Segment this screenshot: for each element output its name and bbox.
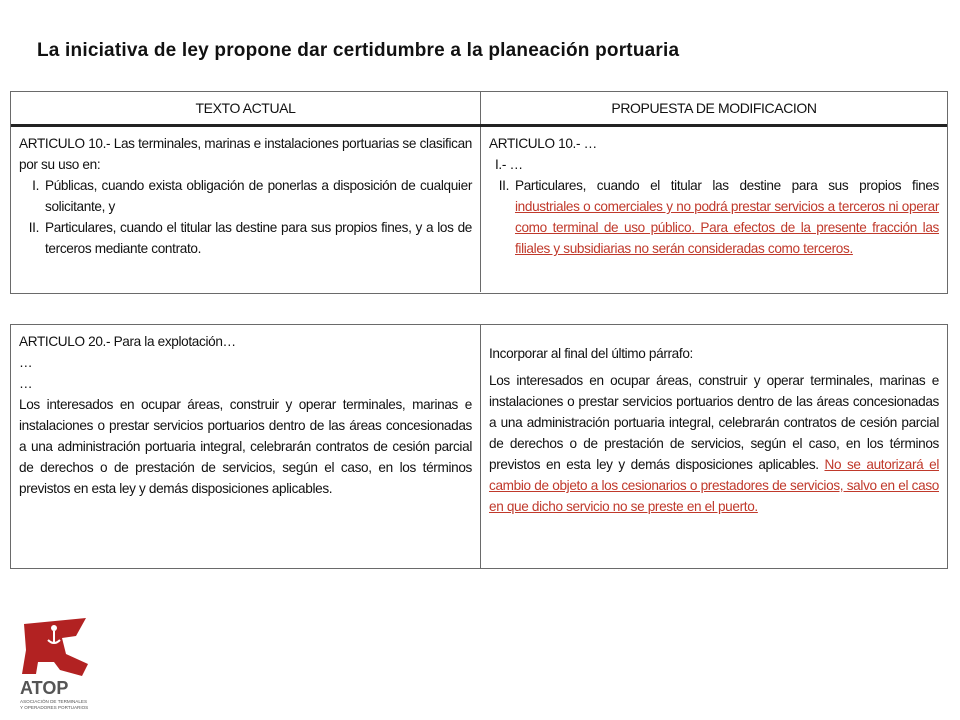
current-text-cell — [11, 127, 481, 292]
table-row — [11, 325, 947, 568]
header-proposed-modification: PROPUESTA DE MODIFICACION — [611, 100, 817, 116]
ellipsis: … — [19, 355, 33, 370]
added-text: industriales o comerciales y no podrá prestar servicios a terceros ni operar como terminal de uso público. Para efectos de la presente fracción las filiales y subsidiarias no serán consideradas como terceros. — [515, 199, 939, 256]
article-20-proposed-body — [489, 370, 939, 517]
item-text: Particulares, cuando el titular las destine para sus propios fines, y a los de terceros mediante contrato. — [45, 220, 472, 256]
current-text-cell — [11, 325, 481, 568]
atop-logo — [16, 614, 96, 714]
proposed-text-cell — [481, 325, 947, 568]
article-10-comparison-table — [10, 91, 948, 294]
logo-subtitle-1: ASOCIACIÓN DE TERMINALES — [20, 699, 88, 704]
article-10-proposed-intro: ARTICULO 10.- … — [489, 136, 597, 151]
proposed-text-cell — [481, 127, 947, 292]
table-header — [11, 92, 947, 127]
item-number: II. — [28, 220, 39, 235]
item-text — [515, 175, 939, 259]
list-item — [19, 217, 472, 259]
page-title: La iniciativa de ley propone dar certidumbre a la planeación portuaria — [37, 40, 680, 61]
ellipsis: … — [19, 376, 33, 391]
header-current-text: TEXTO ACTUAL — [11, 92, 481, 124]
item-number: I.- … — [495, 157, 523, 172]
article-20-intro: ARTICULO 20.- Para la explotación… — [19, 334, 236, 349]
table-row — [11, 127, 947, 292]
item-text: Públicas, cuando exista obligación de ponerlas a disposición de cualquier solicitante, y — [45, 178, 472, 214]
article-20-comparison-table — [10, 324, 948, 569]
list-item — [19, 175, 472, 217]
article-10-intro: ARTICULO 10.- Las terminales, marinas e instalaciones portuarias se clasifican por su uso en: — [19, 136, 472, 172]
logo-subtitle-2: Y OPERADORES PORTUARIOS — [20, 705, 89, 710]
list-item — [489, 175, 939, 259]
item-number: I. — [32, 178, 39, 193]
logo-name: ATOP — [20, 678, 69, 698]
item-text-existing: Particulares, cuando el titular las destine para sus propios fines — [515, 178, 939, 193]
article-20-body: Los interesados en ocupar áreas, construir y operar terminales, marinas e instalaciones o prestar servicios portuarios dentro de las áreas concesionadas a una administración portuaria integral, celebrarán contratos de cesión parcial de derechos o de prestación de servicios, según el caso, en los términos previstos en esta ley y demás disposiciones aplicables. — [19, 397, 472, 496]
added-text: No se autorizará el cambio de objeto a los cesionarios o prestadores de servicios, salvo en el caso en que dicho servicio no se preste en el puerto. — [489, 457, 939, 514]
existing-text: Los interesados en ocupar áreas, construir y operar terminales, marinas e instalaciones o prestar servicios portuarios dentro de las áreas concesionadas a una administración portuaria integral, celebrarán contratos de cesión parcial de derechos o de prestación de servicios, según el caso, en los términos previstos en esta ley y demás disposiciones aplicables. — [489, 373, 939, 472]
proposal-instruction: Incorporar al final del último párrafo: — [489, 346, 693, 361]
item-number: II. — [498, 178, 509, 193]
